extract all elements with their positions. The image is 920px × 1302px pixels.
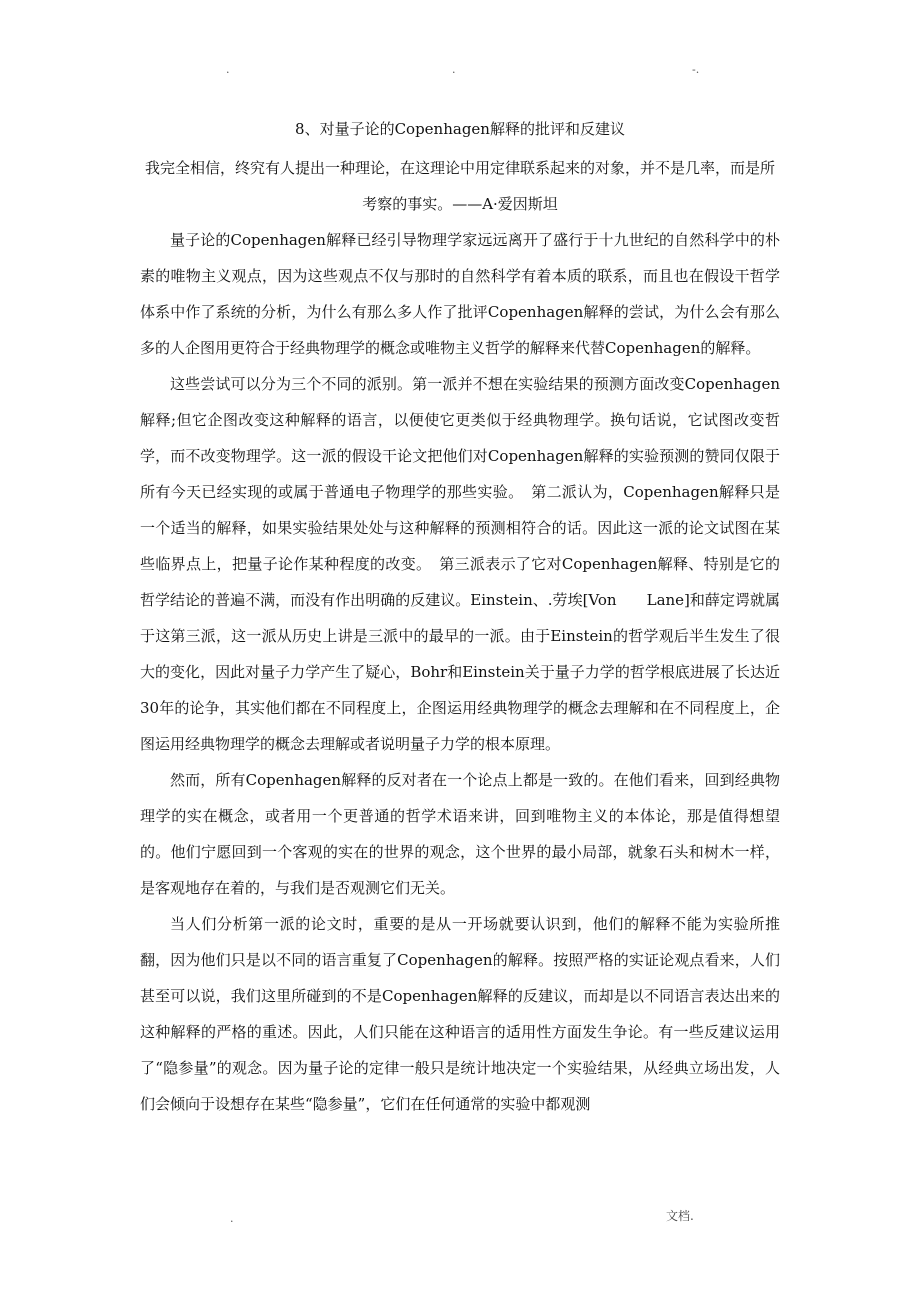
epigraph-quote: 我完全相信，终究有人提出一种理论，在这理论中用定律联系起来的对象，并不是几率，而是所考察的事实。——A·爱因斯坦	[144, 159, 775, 213]
footer-label: 文档.	[666, 1209, 694, 1223]
header-dot-middle: .	[452, 63, 456, 76]
footer-dot: .	[230, 1212, 234, 1225]
header-dot-right: -.	[692, 63, 700, 76]
paragraph-1: 量子论的Copenhagen解释已经引导物理学家远远离开了盛行于十九世纪的自然科学中的朴素的唯物主义观点，因为这些观点不仅与那时的自然科学有着本质的联系，而且也在假设干哲学体系中作了系统的分析，为什么有那么多人作了批评Copenhagen解释的尝试，为什么会有那么多的人企图用更符合于经典物理学的概念或唯物主义哲学的解释来代替Copenhagen的解释。	[140, 231, 780, 357]
paragraph-3: 然而，所有Copenhagen解释的反对者在一个论点上都是一致的。在他们看来，回到经典物理学的实在概念，或者用一个更普通的哲学术语来讲，回到唯物主义的本体论，那是值得想望的。他们宁愿回到一个客观的实在的世界的观念，这个世界的最小局部，就象石头和树木一样，是客观地存在着的，与我们是否观测它们无关。	[140, 771, 780, 897]
header-dot-left: .	[226, 63, 230, 76]
paragraph-4: 当人们分析第一派的论文时，重要的是从一开场就要认识到，他们的解释不能为实验所推翻，因为他们只是以不同的语言重复了Copenhagen的解释。按照严格的实证论观点看来，人们甚至可以说，我们这里所碰到的不是Copenhagen解释的反建议，而却是以不同语言表达出来的这种解释的严格的重述。因此，人们只能在这种语言的适用性方面发生争论。有一些反建议运用了“隐参量”的观念。因为量子论的定律一般只是统计地决定一个实验结果，从经典立场出发，人们会倾向于设想存在某些“隐参量”，它们在任何通常的实验中都观测	[140, 915, 780, 1113]
paragraph-2: 这些尝试可以分为三个不同的派别。第一派并不想在实验结果的预测方面改变Copenhagen解释;但它企图改变这种解释的语言，以便使它更类似于经典物理学。换句话说，它试图改变哲学，而不改变物理学。这一派的假设干论文把他们对Copenhagen解释的实验预测的赞同仅限于所有今天已经实现的或属于普通电子物理学的那些实验。 第二派认为，Copenhagen解释只是一个适当的解释，如果实验结果处处与这种解释的预测相符合的话。因此这一派的论文试图在某些临界点上，把量子论作某种程度的改变。 第三派表示了它对Copenhagen解释、特别是它的哲学结论的普遍不满，而没有作出明确的反建议。Einstein、.劳埃[Von Lane]和薛定谔就属于这第三派，这一派从历史上讲是三派中的最早的一派。由于Einstein的哲学观后半生发生了很大的变化，因此对量子力学产生了疑心，Bohr和Einstein关于量子力学的哲学根底进展了长达近30年的论争，其实他们都在不同程度上，企图运用经典物理学的概念去理解和在不同程度上，企图运用经典物理学的概念去理解或者说明量子力学的根本原理。	[140, 375, 780, 753]
section-title: 8、对量子论的Copenhagen解释的批评和反建议	[295, 120, 625, 138]
document-body	[140, 150, 780, 1122]
